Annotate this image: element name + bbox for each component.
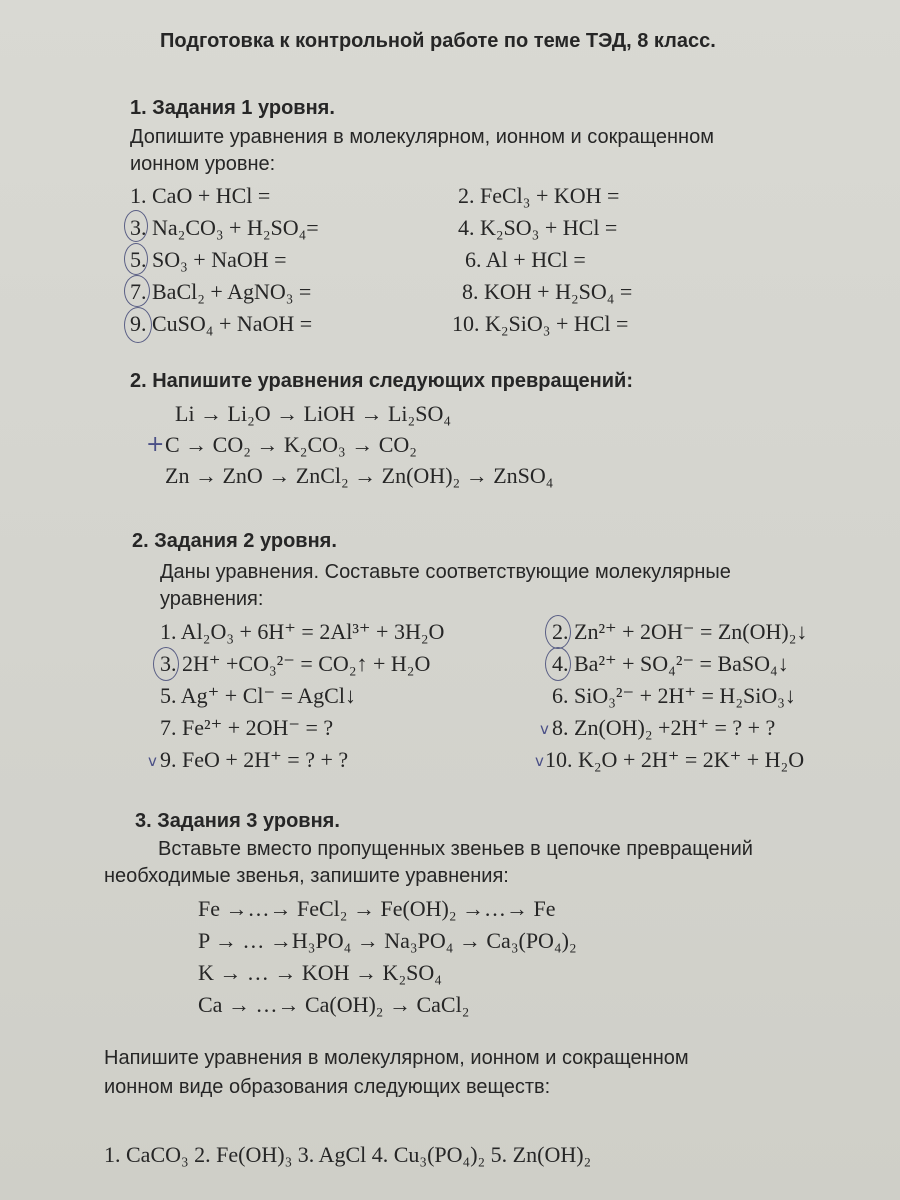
- section2b-eq-left-1: 1. Al₂O₃ + 6H⁺ = 2Al³⁺ + 3H₂O: [160, 619, 445, 644]
- section1-eq-left-3: 5. SO₃ + NaOH =: [130, 247, 287, 272]
- page-title: Подготовка к контрольной работе по теме ТЭД, 8 класс.: [160, 30, 716, 52]
- pen-circle-5: [124, 243, 148, 275]
- section1-eq-left-1: 1. CaO + HCl =: [130, 183, 271, 208]
- pen-circle-2b-3: [153, 647, 179, 681]
- section1-eq-right-4: 8. KOH + H₂SO₄ =: [462, 279, 633, 304]
- section2a-chain-2: C → CO₂ → K₂CO₃ → CO₂: [165, 432, 417, 457]
- section3-chain-1: Fe →…→ FeCl₂ → Fe(OH)₂ →…→ Fe: [198, 896, 556, 921]
- section2b-eq-right-3: 6. SiO₃²⁻ + 2H⁺ = H₂SiO₃↓: [552, 683, 796, 708]
- section2b-eq-right-4: 8. Zn(OH)₂ +2H⁺ = ? + ?: [552, 715, 776, 740]
- section1-eq-left-5: 9. CuSO₄ + NaOH =: [130, 311, 313, 336]
- section2b-eq-right-5: 10. K₂O + 2H⁺ = 2K⁺ + H₂O: [545, 747, 805, 772]
- section4-substances: 1. CaCO₃ 2. Fe(OH)₃ 3. AgCl 4. Cu₃(PO₄)₂ 5. Zn(OH)₂: [104, 1142, 592, 1167]
- section3-instruction-line2: необходимые звенья, запишите уравнения:: [104, 865, 509, 887]
- section1-eq-left-2: 3. Na₂CO₃ + H₂SO₄=: [130, 215, 319, 240]
- section2b-eq-right-2: 4. Ba²⁺ + SO₄²⁻ = BaSO₄↓: [552, 651, 789, 676]
- section1-heading: 1. Задания 1 уровня.: [130, 97, 335, 119]
- section1-eq-right-3: 6. Al + HCl =: [465, 247, 586, 272]
- section1-eq-right-5: 10. K₂SiO₃ + HCl =: [452, 311, 629, 336]
- section1-eq-right-2: 4. K₂SO₃ + HCl =: [458, 215, 618, 240]
- section3-chain-4: Ca → …→ Ca(OH)₂ → CaCl₂: [198, 992, 470, 1017]
- section1-eq-left-4: 7. BaCl₂ + AgNO₃ =: [130, 279, 312, 304]
- section2b-eq-left-5: 9. FeO + 2H⁺ = ? + ?: [160, 747, 349, 772]
- section1-eq-right-1: 2. FeCl₃ + KOH =: [458, 183, 620, 208]
- section2b-instruction-line1: Даны уравнения. Составьте соответствующие молекулярные: [160, 561, 731, 583]
- pen-check-mark-10: v: [535, 752, 544, 770]
- section3-heading: 3. Задания 3 уровня.: [135, 810, 340, 832]
- section2b-instruction-line2: уравнения:: [160, 588, 264, 610]
- section4-instruction-line2: ионном виде образования следующих веществ:: [104, 1076, 551, 1098]
- pen-circle-7: [124, 275, 150, 307]
- section1-instruction-line2: ионном уровне:: [130, 153, 276, 175]
- section3-chain-2: P → … →H₃PO₄ → Na₃PO₄ → Ca₃(PO₄)₂: [198, 928, 577, 953]
- pen-circle-2b-4: [545, 647, 571, 681]
- section3-instruction-line1: Вставьте вместо пропущенных звеньев в цепочке превращений: [158, 838, 753, 860]
- section2a-heading: 2. Напишите уравнения следующих превращений:: [130, 370, 633, 392]
- section2a-chain-3: Zn → ZnO → ZnCl₂ → Zn(OH)₂ → ZnSO₄: [165, 463, 554, 488]
- section2b-eq-left-3: 5. Ag⁺ + Cl⁻ = AgCl↓: [160, 683, 356, 708]
- section2a-chain-1: Li → Li₂O → LiOH → Li₂SO₄: [175, 401, 451, 426]
- pen-check-mark-9: v: [148, 752, 157, 770]
- section2b-eq-left-2: 3. 2H⁺ +CO₃²⁻ = CO₂↑ + H₂O: [160, 651, 431, 676]
- section3-chain-3: K → … → KOH → K₂SO₄: [198, 960, 442, 985]
- pen-check-mark-8: v: [540, 720, 549, 738]
- section2b-eq-left-4: 7. Fe²⁺ + 2OH⁻ = ?: [160, 715, 334, 740]
- pen-circle-3: [124, 210, 148, 242]
- section2b-heading: 2. Задания 2 уровня.: [132, 530, 337, 552]
- pen-circle-9: [124, 307, 152, 343]
- section4-instruction-line1: Напишите уравнения в молекулярном, ионном и сокращенном: [104, 1047, 689, 1069]
- section2b-eq-right-1: 2. Zn²⁺ + 2OH⁻ = Zn(OH)₂↓: [552, 619, 808, 644]
- section1-instruction-line1: Допишите уравнения в молекулярном, ионном и сокращенном: [130, 126, 714, 148]
- pen-circle-2b-2: [545, 615, 571, 649]
- pen-plus-mark: +: [146, 432, 165, 457]
